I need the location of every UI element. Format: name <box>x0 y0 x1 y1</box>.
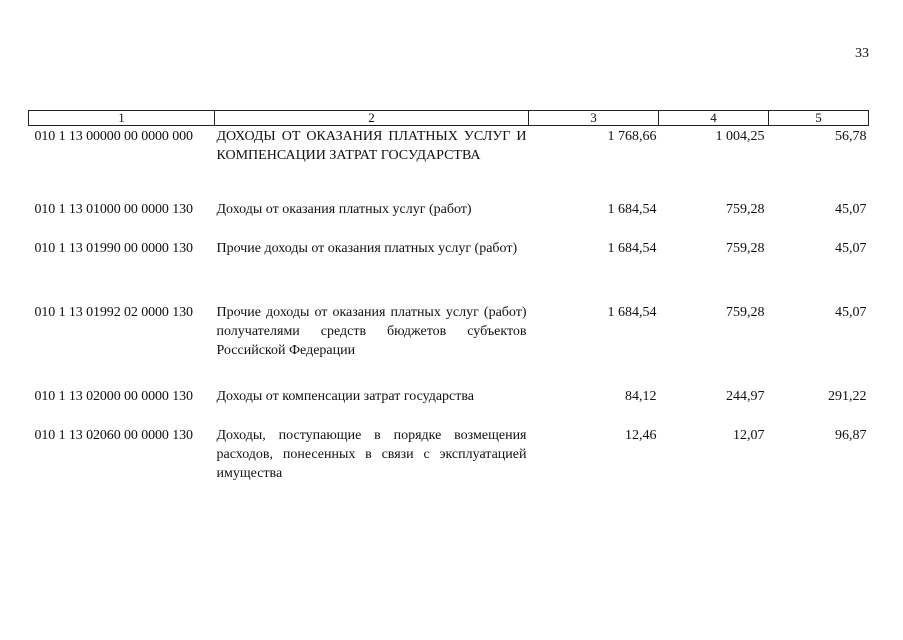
row-value-col3: 1 684,54 <box>607 305 657 320</box>
page-number: 33 <box>855 46 869 61</box>
row-code: 010 1 13 02000 00 0000 130 <box>34 389 193 404</box>
row-value-col5: 45,07 <box>835 241 867 256</box>
table-row <box>29 238 869 302</box>
row-value-col3: 12,46 <box>625 428 657 443</box>
row-code: 010 1 13 01990 00 0000 130 <box>34 241 193 256</box>
table-row <box>29 386 869 425</box>
budget-revenue-table <box>28 110 869 486</box>
row-name: Доходы от компенсации затрат государства <box>216 389 475 404</box>
column-header-2: 2 <box>215 111 529 126</box>
row-name: Доходы от оказания платных услуг (работ) <box>216 202 472 217</box>
row-value-col4: 759,28 <box>726 241 765 256</box>
row-value-col4: 244,97 <box>726 389 765 404</box>
row-code: 010 1 13 01000 00 0000 130 <box>34 202 193 217</box>
row-code: 010 1 13 01992 02 0000 130 <box>34 305 193 320</box>
row-value-col5: 96,87 <box>835 428 867 443</box>
column-header-3: 3 <box>529 111 659 126</box>
row-name: Прочие доходы от оказания платных услуг (работ) <box>216 241 518 256</box>
table-row <box>29 126 869 200</box>
row-value-col5: 45,07 <box>835 202 867 217</box>
row-value-col4: 759,28 <box>726 305 765 320</box>
table-row <box>29 302 869 386</box>
row-value-col4: 759,28 <box>726 202 765 217</box>
column-number-header-row <box>29 111 869 126</box>
row-name: Прочие доходы от оказания платных услуг (работ) получателями средств бюджетов субъектов Российской Федерации <box>216 305 527 358</box>
row-name: ДОХОДЫ ОТ ОКАЗАНИЯ ПЛАТНЫХ УСЛУГ И КОМПЕНСАЦИИ ЗАТРАТ ГОСУДАРСТВА <box>216 129 527 163</box>
row-value-col3: 1 768,66 <box>607 129 657 144</box>
row-value-col5: 45,07 <box>835 305 867 320</box>
row-name: Доходы, поступающие в порядке возмещения расходов, понесенных в связи с эксплуатацией имущества <box>216 428 527 481</box>
column-header-4: 4 <box>659 111 769 126</box>
row-value-col5: 56,78 <box>835 129 867 144</box>
table-row <box>29 199 869 238</box>
row-value-col3: 1 684,54 <box>607 202 657 217</box>
table-row <box>29 425 869 486</box>
row-code: 010 1 13 02060 00 0000 130 <box>34 428 193 443</box>
row-value-col3: 1 684,54 <box>607 241 657 256</box>
row-value-col5: 291,22 <box>828 389 867 404</box>
row-value-col4: 12,07 <box>733 428 765 443</box>
row-value-col3: 84,12 <box>625 389 657 404</box>
row-code: 010 1 13 00000 00 0000 000 <box>34 129 193 144</box>
column-header-5: 5 <box>769 111 869 126</box>
row-value-col4: 1 004,25 <box>715 129 765 144</box>
column-header-1: 1 <box>29 111 215 126</box>
